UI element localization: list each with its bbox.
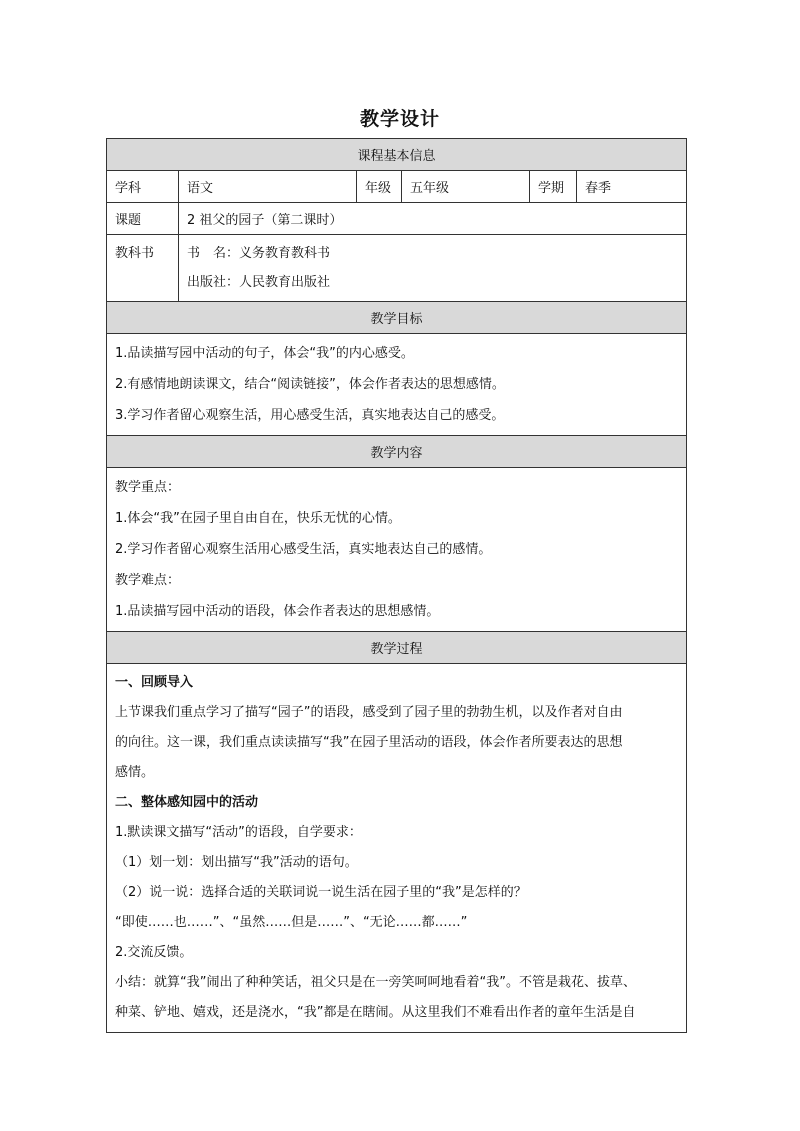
difficult-point-item: 1.品读描写园中活动的语段，体会作者表达的思想感情。 (115, 604, 440, 619)
basic-info-header: 课程基本信息 (107, 139, 687, 171)
process-text-line: 上节课我们重点学习了描写“园子”的语段，感受到了园子里的勃勃生机，以及作者对自由 (115, 705, 623, 720)
document-title: 教学设计 (359, 108, 440, 130)
process-text-line: “即使……也……”、“虽然……但是……”、“无论……都……” (115, 915, 468, 930)
process-body (107, 664, 687, 1033)
textbook-info (179, 235, 687, 302)
goals-list (107, 334, 687, 436)
key-point-item: 1.体会“我”在园子里自由自在，快乐无忧的心情。 (115, 511, 401, 526)
grade-value: 五年级 (402, 171, 530, 203)
process-text-line: 2.交流反馈。 (115, 945, 193, 960)
process-section-heading: 二、整体感知园中的活动 (115, 795, 259, 810)
textbook-label-text: 教科书 (115, 246, 155, 261)
key-point-item: 2.学习作者留心观察生活用心感受生活，真实地表达自己的感情。 (115, 542, 492, 557)
lesson-plan-table (106, 138, 687, 1033)
topic-label: 课题 (107, 203, 179, 235)
process-header: 教学过程 (107, 632, 687, 664)
key-points-label: 教学重点： (115, 480, 181, 495)
goal-item: 3.学习作者留心观察生活，用心感受生活，真实地表达自己的感受。 (115, 408, 505, 423)
topic-value: 2 祖父的园子（第二课时） (179, 203, 687, 235)
process-text-line: （1）划一划：划出描写“我”活动的语句。 (115, 855, 358, 870)
textbook-label (107, 235, 179, 302)
term-value: 春季 (577, 171, 687, 203)
goal-item: 1.品读描写园中活动的句子，体会“我”的内心感受。 (115, 346, 414, 361)
content-body (107, 468, 687, 632)
process-text-line: 感情。 (115, 765, 155, 780)
textbook-publisher: 出版社：人民教育出版社 (187, 275, 331, 290)
process-section-heading: 一、回顾导入 (115, 675, 194, 690)
process-text-line: 种菜、铲地、嬉戏，还是浇水，“我”都是在瞎闹。从这里我们不难看出作者的童年生活是自 (115, 1005, 636, 1020)
content-header: 教学内容 (107, 436, 687, 468)
term-label: 学期 (530, 171, 577, 203)
textbook-name: 书 名：义务教育教科书 (187, 246, 331, 261)
goal-item: 2.有感情地朗读课文，结合“阅读链接”，体会作者表达的思想感情。 (115, 377, 505, 392)
difficult-points-label: 教学难点： (115, 573, 181, 588)
process-text-line: 小结：就算“我”闹出了种种笑话，祖父只是在一旁笑呵呵地看着“我”。不管是栽花、拔草、 (115, 975, 636, 990)
goals-header: 教学目标 (107, 302, 687, 334)
process-text-line: （2）说一说：选择合适的关联词说一说生活在园子里的“我”是怎样的？ (115, 885, 527, 900)
subject-value: 语文 (179, 171, 357, 203)
grade-label: 年级 (357, 171, 402, 203)
process-text-line: 1.默读课文描写“活动”的语段，自学要求： (115, 825, 362, 840)
subject-label: 学科 (107, 171, 179, 203)
process-text-line: 的向往。这一课，我们重点读读描写“我”在园子里活动的语段，体会作者所要表达的思想 (115, 735, 623, 750)
